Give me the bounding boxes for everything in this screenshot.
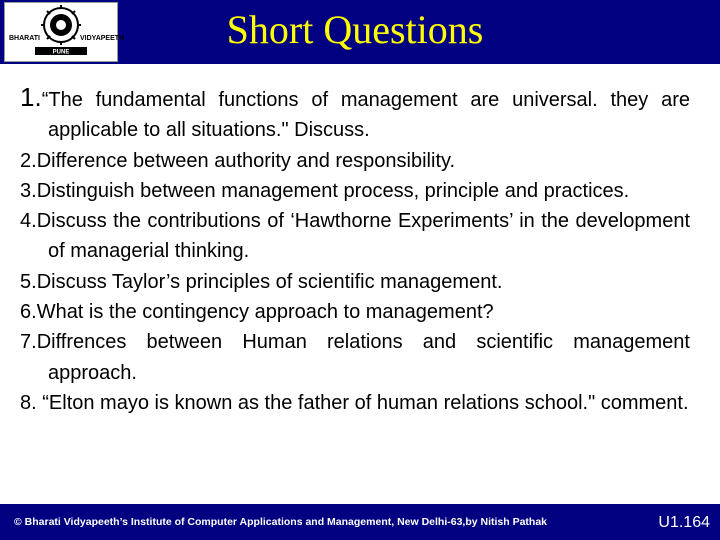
- logo-text-right: VIDYAPEETH: [80, 35, 125, 42]
- question-list: [20, 82, 690, 418]
- footer-copyright: © Bharati Vidyapeeth’s Institute of Computer Applications and Management, New Delhi-63,by Nitish Pathak: [14, 516, 548, 528]
- logo-text-left: BHARATI: [9, 35, 40, 42]
- question-text: “The fundamental functions of management are universal. they are applicable to all situations." Discuss.: [41, 89, 690, 142]
- question-number: 3.: [20, 179, 37, 202]
- slide-title: Short Questions: [226, 7, 484, 52]
- question-item: [20, 327, 690, 388]
- question-text: “Elton mayo is known as the father of human relations school." comment.: [36, 391, 689, 414]
- question-number: 7.: [20, 331, 37, 354]
- header-bar: [0, 0, 720, 64]
- question-item: [20, 82, 690, 146]
- institute-logo: [4, 2, 125, 62]
- question-number: 4.: [20, 210, 37, 233]
- page-number: U1.164: [658, 514, 710, 531]
- question-number: 6.: [20, 301, 37, 324]
- question-text: Discuss Taylor’s principles of scientific management.: [36, 270, 503, 293]
- question-item: [20, 388, 690, 418]
- question-number: 2.: [20, 149, 37, 172]
- question-text: Diffrences between Human relations and scientific management approach.: [36, 331, 690, 384]
- question-number: 8.: [20, 391, 37, 414]
- question-item: [20, 297, 690, 327]
- logo-text-bottom: PUNE: [52, 49, 70, 56]
- question-item: [20, 206, 690, 267]
- footer-bar: [0, 504, 720, 540]
- question-text: Difference between authority and responsibility.: [36, 149, 456, 172]
- logo-emblem-icon: [5, 3, 125, 61]
- question-item: [20, 146, 690, 176]
- question-number: 1.: [20, 82, 42, 112]
- question-text: Distinguish between management process, principle and practices.: [36, 179, 630, 202]
- question-item: [20, 176, 690, 206]
- question-text: Discuss the contributions of ‘Hawthorne Experiments’ in the development of managerial thinking.: [36, 210, 690, 263]
- question-item: [20, 267, 690, 297]
- question-number: 5.: [20, 270, 37, 293]
- question-text: What is the contingency approach to management?: [36, 301, 494, 324]
